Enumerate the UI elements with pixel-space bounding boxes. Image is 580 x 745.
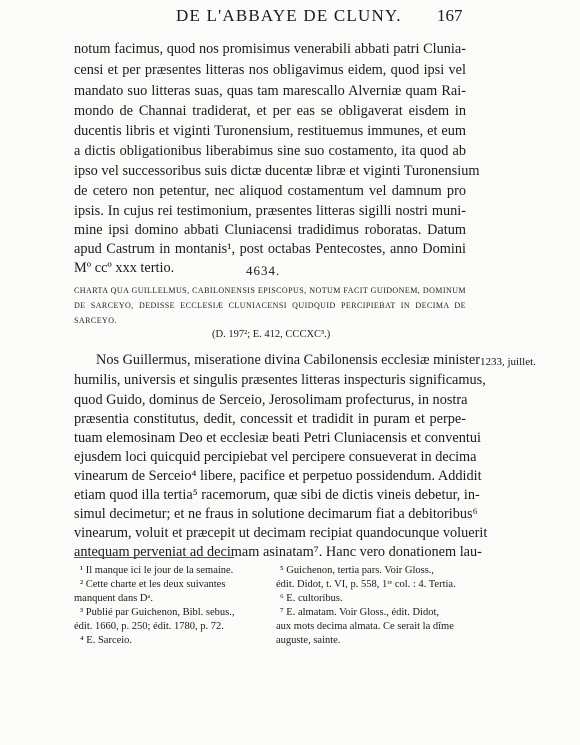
footnote-line: auguste, sainte. xyxy=(276,635,341,646)
footnote-line: édit. Didot, t. VI, p. 558, 1ʳᵉ col. : 4. Tertia. xyxy=(276,579,456,590)
footnote-line: manquent dans Dᵃ. xyxy=(74,593,153,604)
text-line: a dictis obligationibus liberabimus sine suo costamento, ita quod ab xyxy=(74,143,466,159)
text-line: vinearum de Serceio⁴ libere, pacifice et perpetuo possidendum. Addidit xyxy=(74,468,482,484)
text-line: apud Castrum in montanis¹, post octabas Pentecostes, anno Domini xyxy=(74,241,466,257)
text-line: mandato suo litteras suas, quas tam marescallo Alverniæ quam Rai- xyxy=(74,83,466,99)
footnote-line: ⁶ E. cultoribus. xyxy=(280,593,343,604)
text-line: tuam elemosinam Deo et ecclesiæ beati Petri Cluniacensis et conventui xyxy=(74,430,481,446)
text-line: mine ipsi domino abbati Cluniacensi tradidimus roboratas. Datum xyxy=(74,222,466,238)
text-line: censi et per præsentes litteras nos obligavimus eidem, quod ipsi vel xyxy=(74,62,466,78)
margin-date: 1233, juillet. xyxy=(480,356,536,368)
footnote-line: ⁴ E. Sarceio. xyxy=(80,635,133,646)
page-header xyxy=(0,6,580,30)
text-line: ejusdem loci quicquid percipiebat vel percipere consueverat in decima xyxy=(74,449,477,465)
text-line: ipso vel successoribus suis dictæ ducentæ libræ et viginti Turonensium xyxy=(74,163,480,179)
text-line: humilis, universis et singulis præsentes litteras inspecturis significamus, xyxy=(74,372,486,388)
text-line: Mº ccº xxx tertio. xyxy=(74,260,175,276)
text-line: ducentis libris et viginti Turonensium, restituemus immunes, et eum xyxy=(74,123,466,139)
text-line: antequam perveniat ad decimam asinatam⁷. Hanc vero donationem lau- xyxy=(74,544,482,560)
footnote-line: ³ Publié par Guichenon, Bibl. sebus., xyxy=(80,607,235,618)
text-line: Nos Guillermus, miseratione divina Cabilonensis ecclesiæ minister xyxy=(96,352,480,368)
text-line: præsentia constitutus, dedit, concessit et tradidit in puram et perpe- xyxy=(74,411,466,427)
footnote-line: ¹ Il manque ici le jour de la semaine. xyxy=(80,565,234,576)
footnote-line: édit. 1660, p. 250; édit. 1780, p. 72. xyxy=(74,621,224,632)
text-line: vinearum, voluit et præcepit ut decimam recipiat quandocunque voluerit xyxy=(74,525,488,541)
footnote-line: ² Cette charte et les deux suivantes xyxy=(80,579,226,590)
text-line: de cetero non petentur, nec aliquod costamentum vel damnum pro xyxy=(74,183,466,199)
text-line: ipsis. In cujus rei testimonium, præsentes litteras sigilli nostri muni- xyxy=(74,203,466,219)
text-line: quod Guido, dominus de Serceio, Jerosolimam profecturus, in nostra xyxy=(74,392,468,408)
page-number: 167 xyxy=(437,6,463,25)
rubric-line: CHARTA QUA GUILLELMUS, CABILONENSIS EPISCOPUS, NOTUM FACIT GUIDONEM, DOMINUM xyxy=(74,286,466,295)
footnote-line: ⁵ Guichenon, tertia pars. Voir Gloss., xyxy=(280,565,435,576)
text-line: simul decimetur; et ne fraus in solutione decimarum fiat a debitoribus⁶ xyxy=(74,506,478,522)
source-reference: (D. 197²; E. 412, CCCXC³.) xyxy=(212,329,331,340)
charter-number: 4634. xyxy=(246,263,281,278)
footnote-rule xyxy=(74,557,234,558)
running-head: DE L'ABBAYE DE CLUNY. xyxy=(176,6,402,25)
text-line: notum facimus, quod nos promisimus venerabili abbati patri Clunia- xyxy=(74,41,466,57)
text-line: mondo de Channai tradiderat, et per eas se obligaverat eisdem in xyxy=(74,103,466,119)
footnote-line: ⁷ E. almatam. Voir Gloss., édit. Didot, xyxy=(280,607,440,618)
rubric-line: SARCEYO. xyxy=(74,316,117,325)
footnote-line: aux mots decima almata. Ce serait la dîme xyxy=(276,621,454,632)
rubric-line: DE SARCEYO, DEDISSE ECCLESIÆ CLUNIACENSI QUIDQUID PERCIPIEBAT IN DECIMA DE xyxy=(74,301,466,310)
text-line: etiam quod illa tertia⁵ racemorum, quæ sibi de dictis vineis debetur, in- xyxy=(74,487,480,503)
